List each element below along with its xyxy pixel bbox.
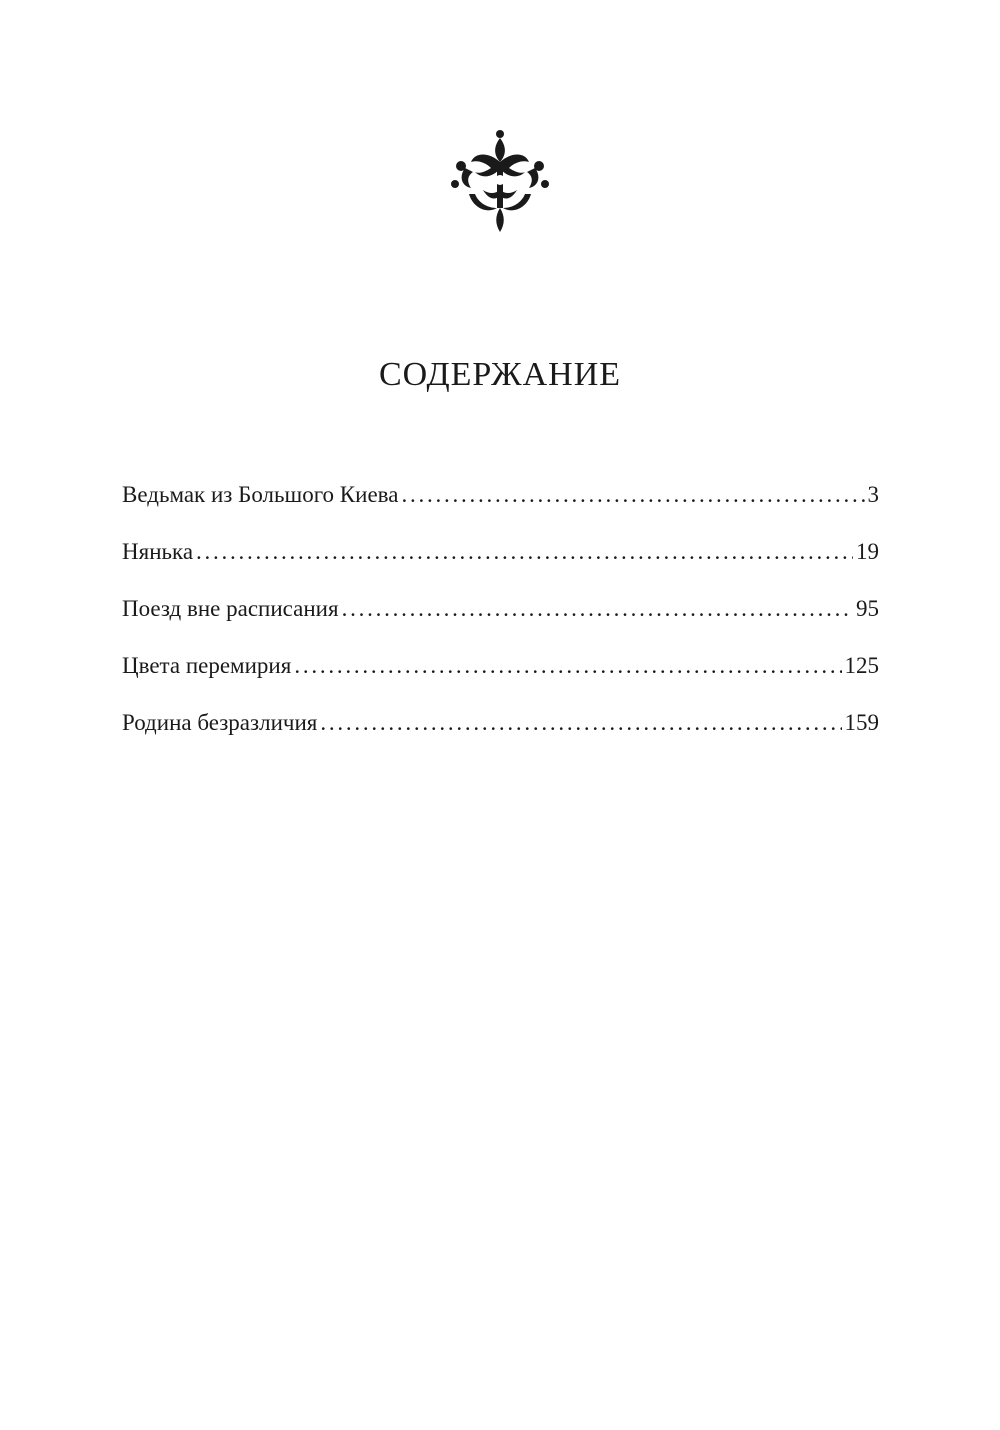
toc-entry-page: 159 bbox=[844, 710, 879, 735]
toc-leader-dots bbox=[342, 596, 853, 622]
toc-entry-title: Цвета перемирия bbox=[122, 653, 292, 678]
toc-entry-page: 3 bbox=[867, 482, 879, 507]
toc-entry-page: 19 bbox=[856, 539, 879, 564]
toc-leader-dots bbox=[294, 653, 841, 679]
toc-leader-dots bbox=[196, 539, 853, 565]
toc-entry-title: Поезд вне расписания bbox=[122, 596, 339, 621]
toc-entry-title: Ведьмак из Большого Киева bbox=[122, 482, 399, 507]
toc-entry-page: 95 bbox=[856, 596, 879, 621]
toc-entry[interactable] bbox=[122, 710, 879, 767]
page-title: СОДЕРЖАНИЕ bbox=[378, 356, 622, 393]
table-of-contents bbox=[122, 482, 879, 767]
toc-entry[interactable] bbox=[122, 482, 879, 539]
toc-entry[interactable] bbox=[122, 539, 879, 596]
toc-leader-dots bbox=[320, 710, 841, 736]
toc-entry-title: Нянька bbox=[122, 539, 194, 564]
floral-ornament-icon bbox=[445, 128, 555, 238]
toc-entry-page: 125 bbox=[844, 653, 879, 678]
toc-entry-title: Родина безразличия bbox=[122, 710, 318, 735]
toc-entry[interactable] bbox=[122, 596, 879, 653]
toc-entry[interactable] bbox=[122, 653, 879, 710]
toc-leader-dots bbox=[401, 482, 864, 508]
